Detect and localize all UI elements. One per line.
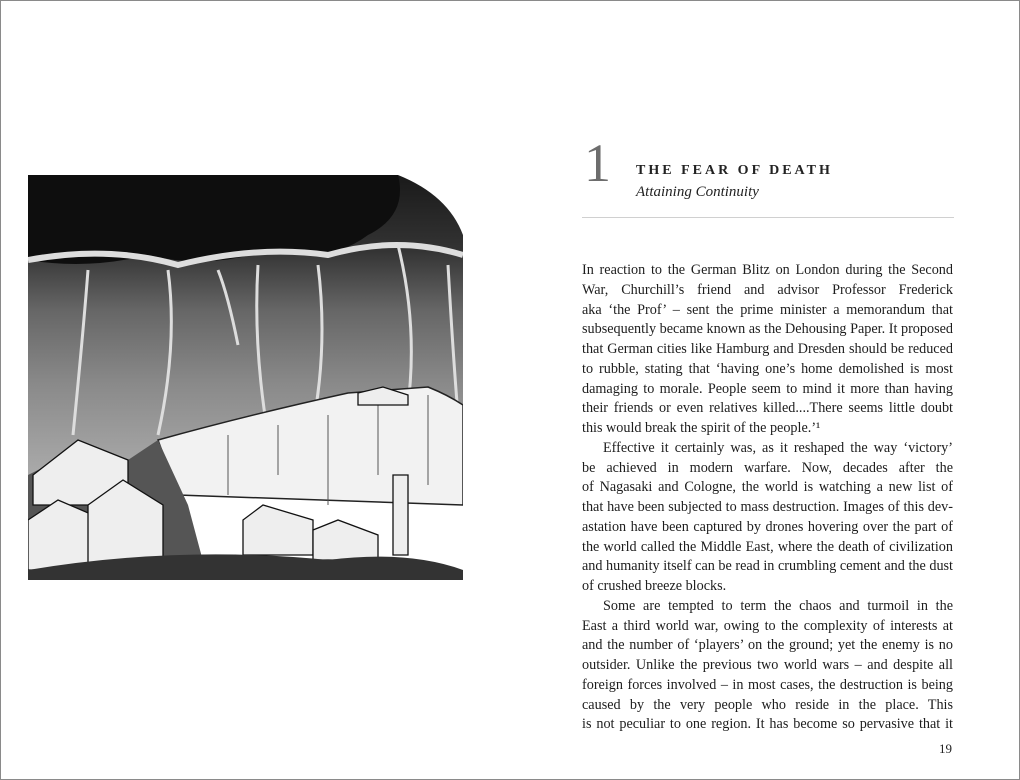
illustration-stormy-cliff-village: [28, 175, 463, 580]
body-text: [582, 261, 953, 735]
text-line: that have been subjected to mass destruction. Images of this dev-: [582, 499, 953, 515]
page-number: 19: [939, 741, 952, 756]
text-line: this would break the spirit of the people.’¹: [582, 420, 821, 436]
text-line: damaging to morale. People seem to mind it more than having: [582, 380, 953, 397]
text-line: aka ‘the Prof’ – sent the prime minister a memorandum that: [582, 301, 953, 318]
text-line: In reaction to the German Blitz on London during the Second: [582, 262, 953, 278]
text-line: that German cities like Hamburg and Dresden should be reduced: [582, 341, 953, 357]
text-line: their friends or even relatives killed....There seems little doubt: [582, 400, 953, 417]
text-line: be achieved in modern warfare. Now, decades after the: [582, 459, 953, 476]
text-line: caused by the very people who reside in the place. This: [582, 696, 953, 713]
text-line: outsider. Unlike the previous two world wars – and despite all: [582, 657, 953, 673]
text-line: of Nagasaki and Cologne, the world is watching a new list of: [582, 479, 953, 496]
divider: [582, 217, 954, 218]
text-line: and the number of ‘players’ on the ground; yet the enemy is no: [582, 637, 953, 654]
chapter-number: 1: [584, 133, 611, 193]
text-line: subsequently became known as the Dehousing Paper. It proposed: [582, 321, 953, 338]
chapter-subtitle: Attaining Continuity: [636, 184, 759, 200]
text-line: the world called the Middle East, where the death of civilization: [582, 538, 953, 555]
text-line: is not peculiar to one region. It has become so pervasive that it: [582, 716, 953, 733]
chapter-title: THE FEAR OF DEATH: [636, 163, 833, 178]
text-line: foreign forces involved – in most cases, the destruction is being: [582, 676, 953, 693]
text-line: East a third world war, owing to the complexity of interests at: [582, 617, 953, 634]
text-line: Effective it certainly was, as it reshaped the way ‘victory’: [603, 439, 953, 456]
text-line: War, Churchill’s friend and advisor Professor Frederick: [582, 281, 953, 298]
text-line: of crushed breeze blocks.: [582, 578, 727, 594]
text-line: to rubble, stating that ‘having one’s home demolished is most: [582, 360, 953, 377]
text-line: astation have been captured by drones hovering over the part of: [582, 518, 953, 535]
text-line: Some are tempted to term the chaos and turmoil in the: [603, 597, 953, 614]
text-line: and humanity itself can be read in crumbling cement and the dust: [582, 558, 953, 575]
